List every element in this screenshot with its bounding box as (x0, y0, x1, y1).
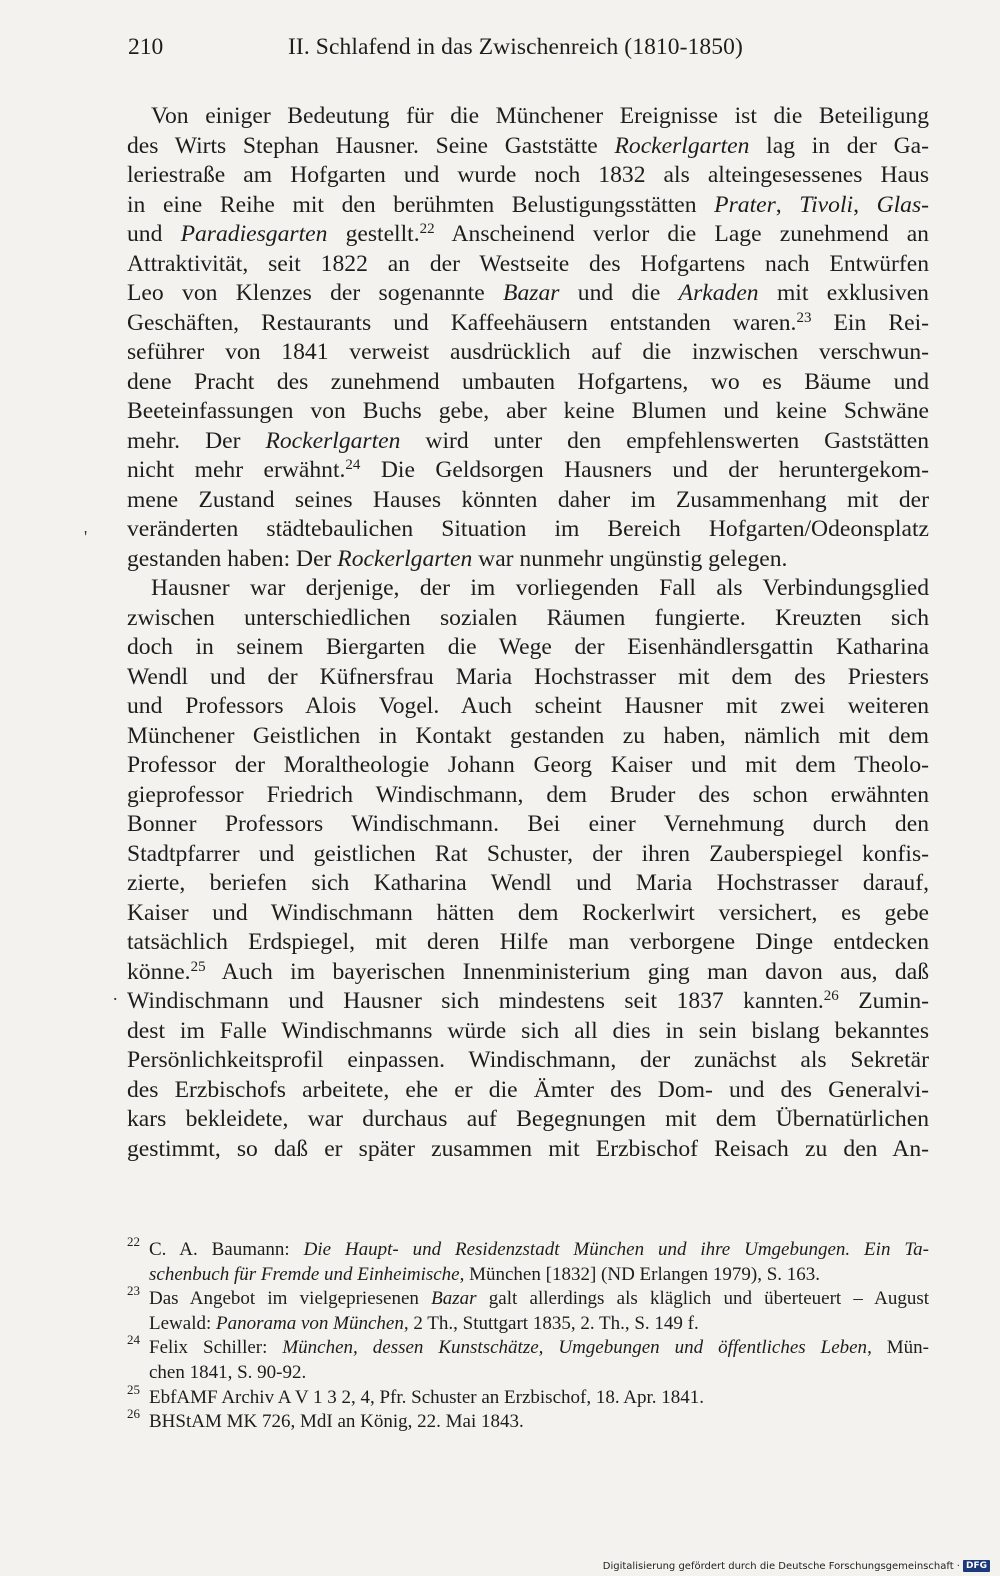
text-line (127, 486, 929, 516)
text-run: wird unter den empfehlenswerten Gaststätten (400, 427, 929, 454)
text-run: BHStAM MK 726, MdI an König, 22. Mai 1843. (149, 1411, 524, 1433)
italic-text: schenbuch für Fremde und Einheimische (149, 1263, 460, 1285)
text-run: dene Pracht des zunehmend umbauten Hofgartens, wo es Bäume und (127, 368, 929, 395)
text-line (127, 1017, 929, 1047)
text-line (127, 692, 929, 722)
footnote (127, 1283, 929, 1336)
text-run: zwischen unterschiedlichen sozialen Räumen fungierte. Kreuzten sich (127, 604, 929, 631)
text-line (127, 633, 929, 663)
footnote-number: 23 (127, 1283, 140, 1299)
text-run: seführer von 1841 verweist ausdrücklich auf die inzwischen verschwun- (127, 339, 929, 365)
text-run: , 2 Th., Stuttgart 1835, 2. Th., S. 149 f. (403, 1312, 699, 1334)
text-run: Ein Rei- (811, 309, 929, 336)
italic-text: Panorama von München (216, 1312, 404, 1334)
page-number: 210 (128, 34, 164, 60)
text-run: Leo von Klenzes der sogenannte (127, 280, 504, 306)
footnote (127, 1332, 929, 1385)
text-run: Beeteinfassungen von Buchs gebe, aber keine Blumen und keine Schwäne (127, 398, 929, 424)
italic-text: Die Haupt- und Residenzstadt München und ihre Umgebungen. Ein Ta- (303, 1239, 929, 1260)
text-run: galt allerdings als kläglich und überteuert – August (476, 1288, 929, 1310)
footnote-ref: 24 (345, 457, 361, 473)
text-run: gestellt. (327, 221, 420, 247)
text-line (127, 368, 929, 398)
text-run: könne. (127, 958, 191, 985)
footnote-line (149, 1336, 929, 1361)
text-run: leriestraße am Hofgarten und wurde noch 1832 als alteingesessenes Haus (127, 162, 929, 188)
dfg-logo-icon: DFG (963, 1560, 990, 1572)
text-run: Kaiser und Windischmann hätten dem Rockerlwirt versichert, es gebe (127, 899, 929, 926)
text-run: Professor der Moraltheologie Johann Georg Kaiser und mit dem Theolo- (127, 752, 929, 778)
text-run: kars bekleidete, war durchaus auf Begegnungen mit dem Übernatürlichen (127, 1106, 929, 1132)
text-run: C. A. Baumann: (149, 1239, 304, 1260)
text-run: EbfAMF Archiv A V 1 3 2, 4, Pfr. Schuster an Erzbischof, 18. Apr. 1841. (149, 1386, 705, 1408)
text-line (127, 958, 929, 988)
footnote-number: 24 (127, 1332, 140, 1348)
text-run: mit exklusiven (758, 280, 929, 306)
footnote (127, 1406, 929, 1435)
footnote-number: 26 (127, 1406, 140, 1422)
italic-text: Bazar (503, 280, 560, 306)
text-line (127, 722, 929, 752)
text-line (127, 781, 929, 811)
text-line (127, 250, 929, 280)
body-text (127, 102, 929, 1164)
italic-text: Paradiesgarten (180, 221, 328, 247)
text-run: Windischmann und Hausner sich mindestens seit 1837 kannten. (127, 988, 824, 1014)
footnote-line (149, 1361, 929, 1386)
text-run: Von einiger Bedeutung für die Münchener Ereignisse ist die Beteiligung (151, 103, 929, 129)
text-run: nicht mehr erwähnt. (127, 457, 346, 483)
italic-text: Bazar (431, 1288, 477, 1310)
text-run: , (775, 191, 800, 218)
text-line (127, 191, 929, 221)
text-line (127, 604, 929, 634)
text-line (127, 899, 929, 929)
digitization-credit (603, 1560, 990, 1572)
text-line (127, 220, 929, 250)
italic-text: München, dessen Kunstschätze, Umgebungen und öffentliches Leben (282, 1337, 868, 1359)
text-line (127, 545, 929, 575)
text-line (127, 751, 929, 781)
footnote-line (149, 1410, 929, 1435)
footnote (127, 1381, 929, 1411)
text-run: , Mün- (867, 1337, 929, 1359)
text-line (127, 987, 929, 1017)
text-line (127, 1135, 929, 1165)
text-line (127, 869, 929, 899)
text-run: Die Geldsorgen Hausners und der heruntergekom- (360, 457, 930, 483)
text-line (127, 397, 929, 427)
text-run: in eine Reihe mit den berühmten Belustigungsstätten (127, 191, 715, 218)
text-run: Stadtpfarrer und geistlichen Rat Schuster, der ihren Zauberspiegel konfis- (127, 840, 929, 867)
italic-text: Rockerlgarten (265, 427, 401, 454)
text-run: chen 1841, S. 90-92. (149, 1361, 307, 1383)
text-line (127, 1105, 929, 1135)
text-line (127, 515, 929, 545)
text-line (127, 928, 929, 958)
text-run: Wendl und der Küfnersfrau Maria Hochstrasser mit dem des Priesters (127, 663, 929, 690)
text-run: gestimmt, so daß er später zusammen mit Erzbischof Reisach zu den An- (127, 1135, 929, 1162)
italic-text: Tivoli (799, 191, 854, 218)
margin-mark: ' (84, 527, 88, 547)
footnote-number: 25 (127, 1381, 140, 1397)
text-run: veränderten städtebaulichen Situation im Bereich Hofgarten/Odeonsplatz (127, 516, 929, 542)
footnotes (127, 1234, 929, 1435)
footnote-number: 22 (127, 1234, 140, 1249)
italic-text: Rockerlgarten (337, 545, 473, 572)
footnote-line (149, 1287, 929, 1312)
text-run: Bonner Professors Windischmann. Bei einer Vernehmung durch den (127, 811, 929, 837)
text-run: mehr. Der (127, 427, 266, 454)
text-run: , München [1832] (ND Erlangen 1979), S. 163. (459, 1263, 821, 1285)
text-run: Auch im bayerischen Innenministerium ging man davon aus, daß (205, 958, 929, 985)
text-run: des Erzbischofs arbeitete, ehe er die Ämter des Dom- und des Generalvi- (127, 1076, 929, 1103)
footnote (127, 1234, 929, 1287)
credit-text: Digitalisierung gefördert durch die Deutsche Forschungsgemeinschaft · (602, 1560, 960, 1572)
text-run: Hausner war derjenige, der im vorliegenden Fall als Verbindungsglied (151, 575, 929, 601)
text-line (127, 456, 929, 486)
text-run: doch in seinem Biergarten die Wege der Eisenhändlersgattin Katharina (127, 634, 929, 660)
text-run: Persönlichkeitsprofil einpassen. Windischmann, der zunächst als Sekretär (127, 1047, 929, 1073)
text-run: Lewald: (149, 1312, 217, 1334)
text-run: lag in der Ga- (749, 132, 929, 159)
footnote-ref: 22 (419, 221, 435, 237)
text-run: Münchener Geistlichen in Kontakt gestanden zu haben, nämlich mit dem (127, 722, 929, 749)
footnote-line (149, 1238, 929, 1263)
footnote-ref: 23 (796, 309, 812, 326)
text-line (127, 102, 929, 132)
text-run: mene Zustand seines Hauses könnten daher im Zusammenhang mit der (127, 486, 929, 513)
text-line (127, 840, 929, 870)
text-line (127, 427, 929, 457)
footnote-ref: 25 (190, 958, 206, 975)
text-line (127, 663, 929, 693)
text-run: zierte, beriefen sich Katharina Wendl und Maria Hochstrasser darauf, (127, 870, 929, 896)
text-run: tatsächlich Erdspiegel, mit deren Hilfe man verborgene Dinge entdecken (127, 929, 929, 955)
running-title: II. Schlafend in das Zwischenreich (1810-1850) (288, 34, 743, 60)
text-run: Das Angebot im vielgepriesenen (149, 1288, 432, 1310)
text-run: Zumin- (838, 988, 929, 1014)
text-run: , (853, 191, 877, 218)
italic-text: Arkaden (678, 280, 759, 306)
italic-text: Prater (714, 191, 776, 218)
text-line (127, 279, 929, 309)
text-run: war nunmehr ungünstig gelegen. (472, 545, 788, 572)
text-line (127, 810, 929, 840)
text-run: gieprofessor Friedrich Windischmann, dem Bruder des schon erwähnten (127, 781, 929, 808)
text-line (127, 161, 929, 191)
text-run: Anscheinend verlor die Lage zunehmend an (434, 221, 929, 247)
margin-mark: . (113, 984, 118, 1004)
text-run: Felix Schiller: (149, 1337, 283, 1359)
text-line (127, 574, 929, 604)
text-line (127, 309, 929, 339)
text-line (127, 1076, 929, 1106)
text-run: dest im Falle Windischmanns würde sich all dies in sein bislang bekanntes (127, 1017, 929, 1044)
text-run: und die (559, 280, 679, 306)
italic-text: Glas- (876, 191, 930, 218)
text-run: und Professors Alois Vogel. Auch scheint Hausner mit zwei weiteren (127, 693, 929, 719)
text-run: und (127, 221, 181, 247)
page-header (128, 34, 928, 68)
text-line (127, 338, 929, 368)
italic-text: Rockerlgarten (614, 132, 750, 159)
footnote-ref: 26 (823, 988, 839, 1004)
footnote-line (149, 1312, 929, 1337)
text-run: Attraktivität, seit 1822 an der Westseite des Hofgartens nach Entwürfen (127, 250, 929, 277)
text-line (127, 1046, 929, 1076)
text-run: gestanden haben: Der (127, 545, 338, 572)
text-line (127, 132, 929, 162)
text-run: des Wirts Stephan Hausner. Seine Gaststätte (127, 132, 615, 159)
footnote-line (149, 1263, 929, 1288)
footnote-line (149, 1386, 929, 1411)
text-run: Geschäften, Restaurants und Kaffeehäusern entstanden waren. (127, 309, 797, 336)
